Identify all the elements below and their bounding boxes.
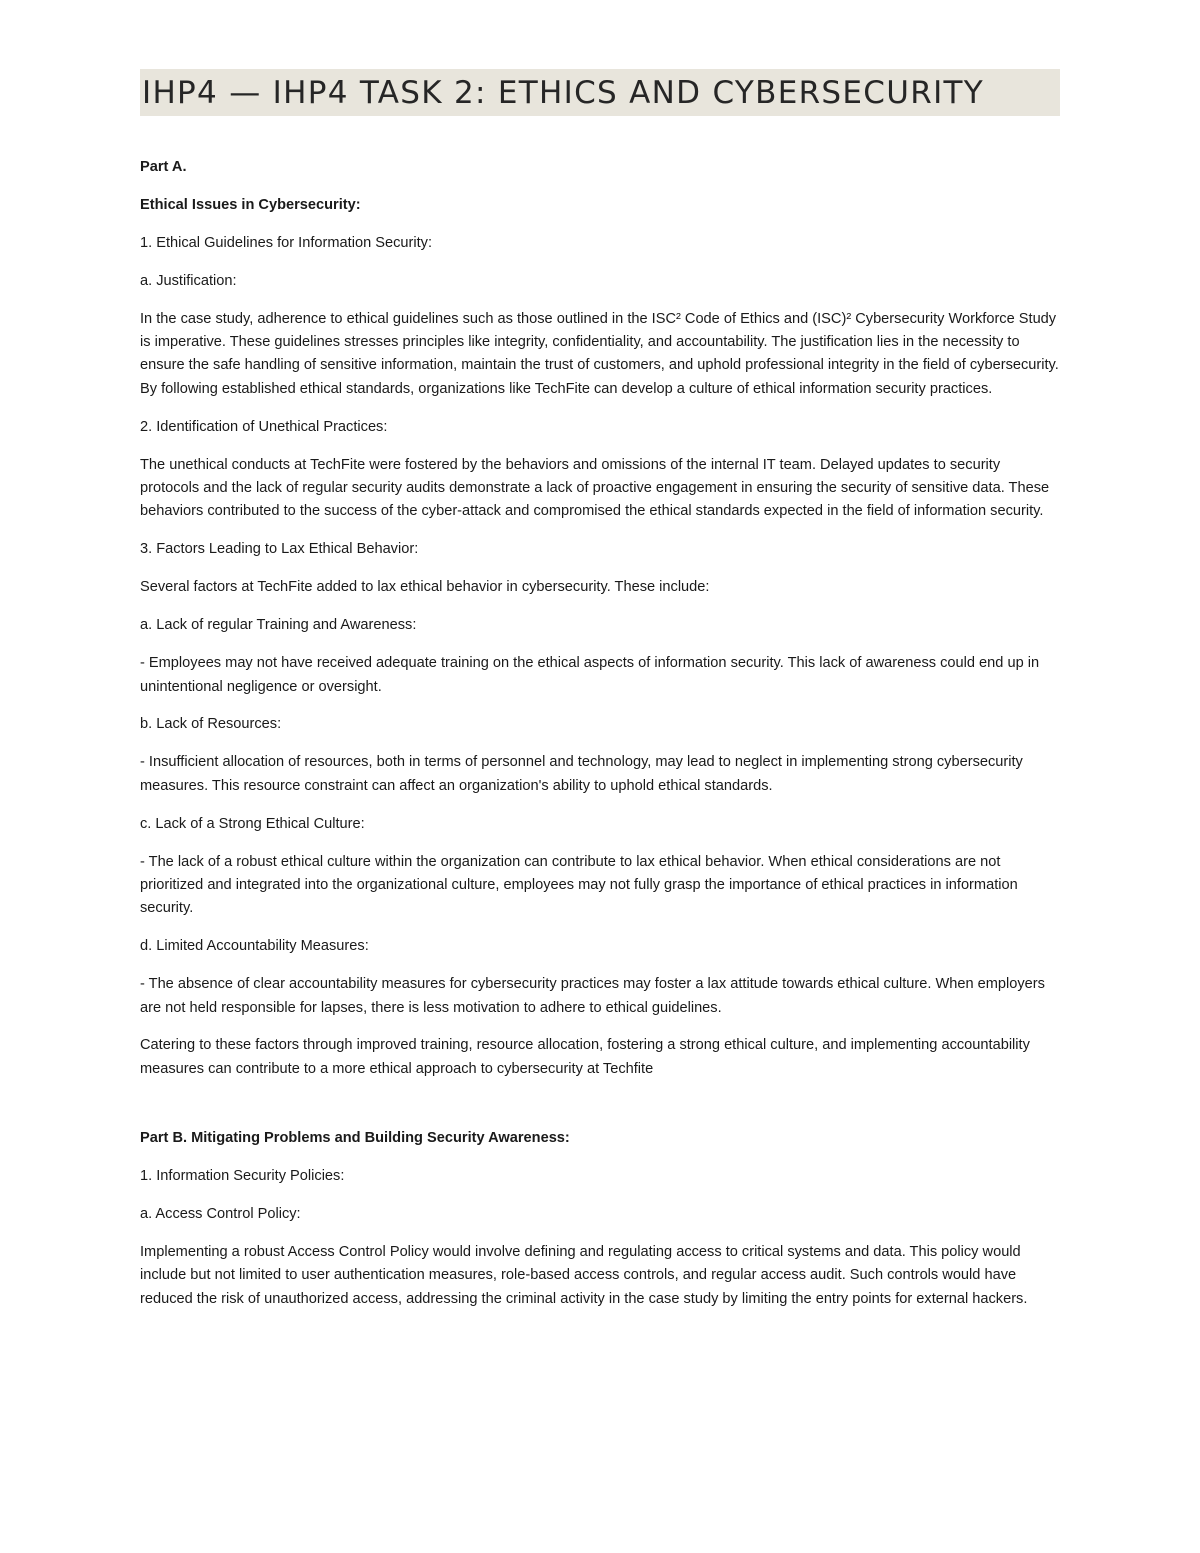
section-3-intro: Several factors at TechFite added to lax ethical behavior in cybersecurity. These include:: [140, 579, 710, 596]
document-page: [140, 69, 1060, 1326]
part-b-section-1a-label: a. Access Control Policy:: [140, 1206, 301, 1223]
section-1-paragraph: In the case study, adherence to ethical guidelines such as those outlined in the ISC² Code of Ethics and (ISC)² Cybersecurity Workforce Study is imperative. These guidelines stresses principles like integrity, confidentiality, and accountability. The justification lies in the necessity to ensure the safe handling of sensitive information, maintain the trust of customers, and uphold professional integrity in the field of cybersecurity. By following established ethical standards, organizations like TechFite can develop a culture of ethical information security practices.: [140, 310, 1059, 397]
part-b-section-1a-paragraph: Implementing a robust Access Control Policy would involve defining and regulating access to critical systems and data. This policy would include but not limited to user authentication measures, role-based access controls, and regular access audit. Such controls would have reduced the risk of unauthorized access, addressing the criminal activity in the case study by limiting the entry points for external hackers.: [140, 1244, 1028, 1307]
factor-a-paragraph: - Employees may not have received adequate training on the ethical aspects of information security. This lack of awareness could end up in unintentional negligence or oversight.: [140, 655, 1040, 695]
section-2-paragraph: The unethical conducts at TechFite were fostered by the behaviors and omissions of the internal IT team. Delayed updates to security protocols and the lack of regular security audits demonstrate a lack of proactive engagement in ensuring the security of sensitive data. These behaviors contributed to the success of the cyber-attack and compromised the ethical standards expected in the field of information security.: [140, 456, 1050, 520]
part-b-section-1-heading: 1. Information Security Policies:: [140, 1168, 345, 1185]
factor-d-paragraph: - The absence of clear accountability measures for cybersecurity practices may foster a lax attitude towards ethical culture. When employers are not held responsible for lapses, there is less motivation to adhere to ethical guidelines.: [140, 976, 1045, 1016]
section-1-heading: 1. Ethical Guidelines for Information Security:: [140, 234, 433, 251]
document-title: IHP4 — IHP4 TASK 2: ETHICS AND CYBERSECURITY: [142, 74, 984, 111]
factor-a-label: a. Lack of regular Training and Awareness:: [140, 617, 417, 634]
part-a-subheading: Ethical Issues in Cybersecurity:: [140, 196, 361, 213]
factor-d-label: d. Limited Accountability Measures:: [140, 938, 369, 955]
part-b-heading: Part B. Mitigating Problems and Building Security Awareness:: [140, 1130, 570, 1147]
factor-b-label: b. Lack of Resources:: [140, 716, 282, 733]
title-banner: [140, 69, 1060, 116]
section-2-heading: 2. Identification of Unethical Practices:: [140, 418, 388, 435]
section-3-heading: 3. Factors Leading to Lax Ethical Behavior:: [140, 541, 419, 558]
section-1a-label: a. Justification:: [140, 272, 237, 289]
part-a-heading: Part A.: [140, 159, 187, 175]
part-a-conclusion: Catering to these factors through improved training, resource allocation, fostering a strong ethical culture, and implementing accountability measures can contribute to a more ethical approach to cybersecurity at Techfite: [140, 1037, 1030, 1077]
factor-c-paragraph: - The lack of a robust ethical culture within the organization can contribute to lax ethical behavior. When ethical considerations are not prioritized and integrated into the organizational culture, employees may not fully grasp the importance of ethical practices in information security.: [140, 853, 1018, 917]
factor-c-label: c. Lack of a Strong Ethical Culture:: [140, 815, 365, 832]
factor-b-paragraph: - Insufficient allocation of resources, both in terms of personnel and technology, may lead to neglect in implementing strong cybersecurity measures. This resource constraint can affect an organization's ability to uphold ethical standards.: [140, 754, 1023, 794]
